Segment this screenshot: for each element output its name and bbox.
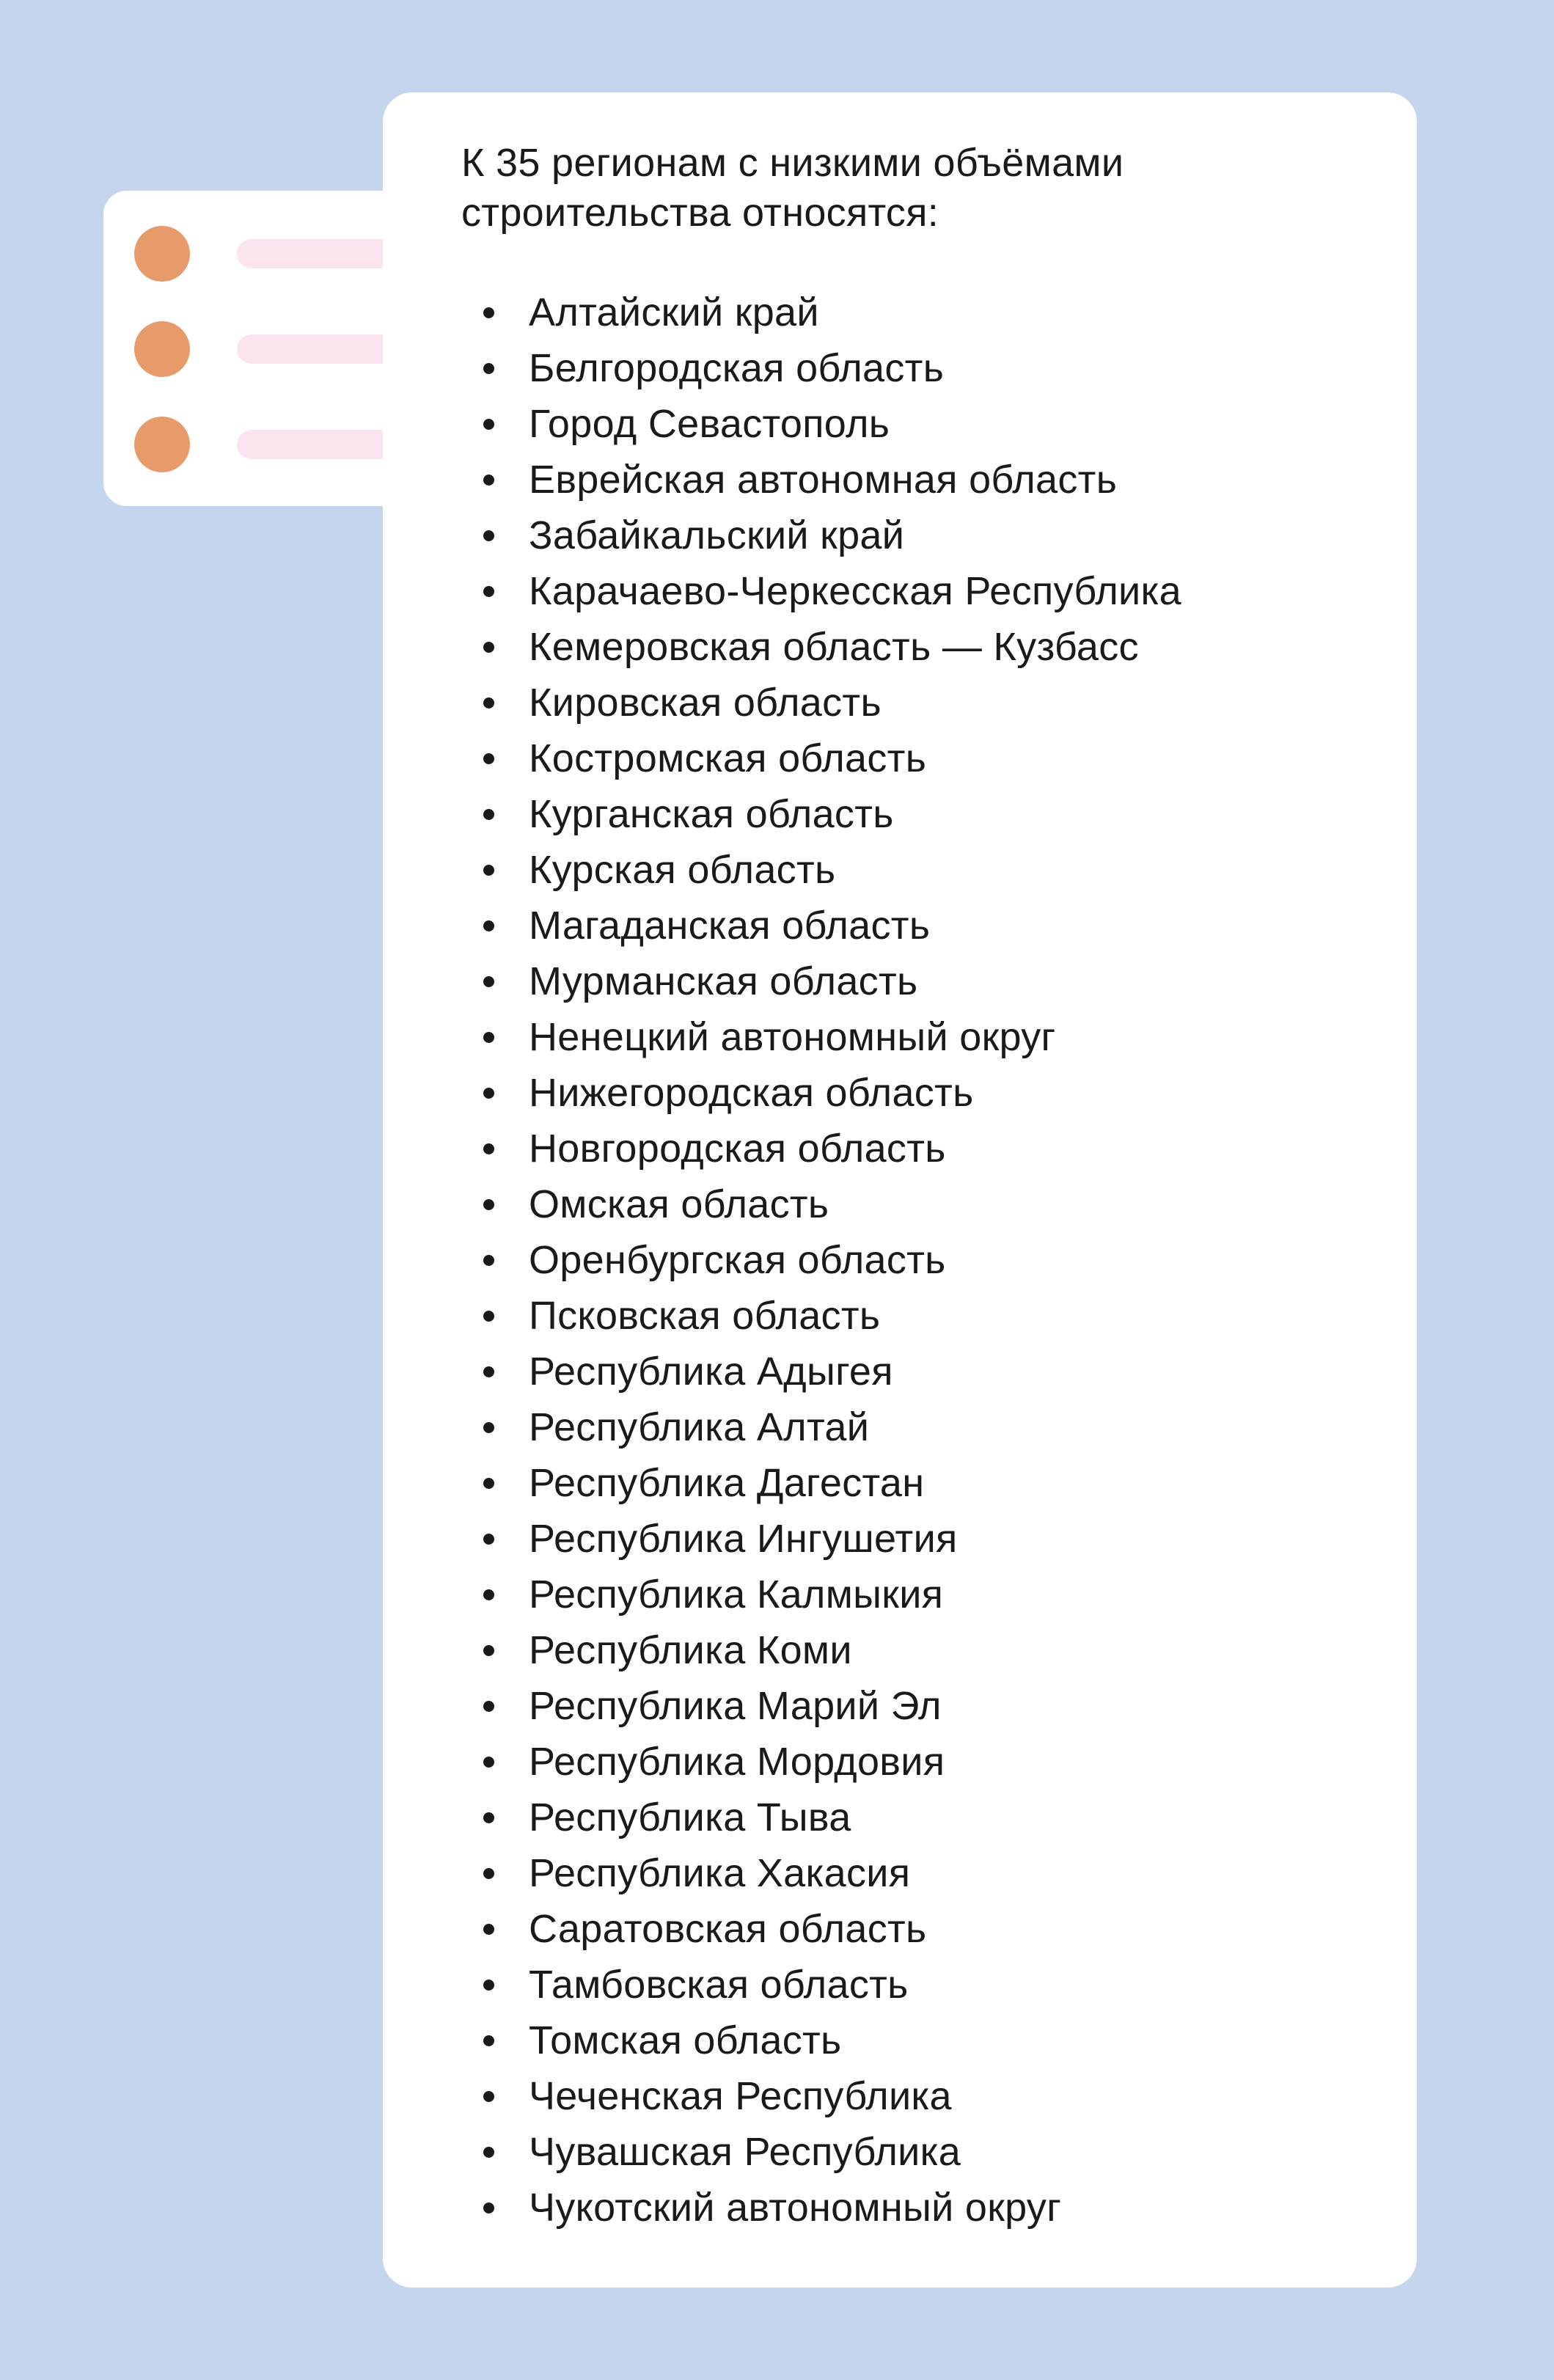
list-item (461, 786, 1181, 842)
list-item (461, 898, 1181, 953)
list-item (461, 1790, 1181, 1845)
bullet-icon (483, 2091, 494, 2102)
intro-text: К 35 регионам с низкими объёмами строительства относятся: (461, 141, 1124, 235)
list-icon-dot (134, 321, 190, 377)
list-item (461, 396, 1181, 452)
region-name: Еврейская автономная область (529, 458, 1118, 502)
region-name: Курская область (529, 848, 836, 892)
region-name: Мурманская область (529, 959, 918, 1003)
region-name: Тамбовская область (529, 1963, 909, 2007)
region-name: Ненецкий автономный округ (529, 1015, 1056, 1059)
list-item (461, 1567, 1181, 1622)
list-item (461, 842, 1181, 898)
region-name: Карачаево-Черкесская Республика (529, 569, 1181, 613)
bullet-icon (483, 1701, 494, 1712)
list-icon-dot (134, 417, 190, 472)
bullet-icon (483, 753, 494, 764)
region-name: Республика Дагестан (529, 1461, 925, 1505)
list-item (461, 2013, 1181, 2068)
bullet-icon (483, 1088, 494, 1099)
bullet-icon (483, 1645, 494, 1656)
bullet-icon (483, 586, 494, 597)
region-name: Республика Мордовия (529, 1740, 945, 1784)
list-item (461, 1455, 1181, 1511)
list-item (461, 1176, 1181, 1232)
bullet-icon (483, 307, 494, 318)
bullet-icon (483, 1534, 494, 1545)
region-name: Республика Адыгея (529, 1350, 893, 1394)
list-icon-row (134, 321, 398, 377)
list-icon-row (134, 417, 398, 472)
bullet-icon (483, 1757, 494, 1768)
bullet-icon (483, 920, 494, 931)
list-item (461, 675, 1181, 731)
bullet-icon (483, 1199, 494, 1210)
list-item (461, 731, 1181, 786)
list-item (461, 1845, 1181, 1901)
region-name: Псковская область (529, 1294, 881, 1338)
region-name: Новгородская область (529, 1127, 946, 1171)
list-item (461, 1901, 1181, 1957)
region-name: Забайкальский край (529, 513, 905, 557)
list-item (461, 953, 1181, 1009)
list-icon-dot (134, 226, 190, 282)
region-name: Республика Калмыкия (529, 1572, 944, 1616)
list-item (461, 563, 1181, 619)
region-name: Омская область (529, 1182, 829, 1226)
list-item (461, 1734, 1181, 1790)
bullet-icon (483, 1366, 494, 1377)
bullet-icon (483, 809, 494, 820)
bullet-icon (483, 1422, 494, 1433)
list-item (461, 619, 1181, 675)
list-icon-row (134, 226, 398, 282)
bullet-icon (483, 2203, 494, 2214)
region-name: Белгородская область (529, 346, 945, 390)
region-name: Чеченская Республика (529, 2074, 952, 2118)
list-item (461, 452, 1181, 508)
region-name: Томская область (529, 2018, 842, 2062)
list-item (461, 1622, 1181, 1678)
bullet-icon (483, 1589, 494, 1600)
bullet-icon (483, 976, 494, 987)
bullet-icon (483, 1924, 494, 1935)
list-icon (103, 191, 419, 506)
bullet-icon (483, 1868, 494, 1879)
bullet-icon (483, 1980, 494, 1991)
list-item (461, 2068, 1181, 2124)
region-name: Город Севастополь (529, 402, 890, 446)
region-name: Чукотский автономный округ (529, 2186, 1062, 2230)
list-item (461, 1065, 1181, 1121)
region-name: Костромская область (529, 736, 927, 780)
region-name: Кемеровская область — Кузбасс (529, 625, 1139, 669)
list-item (461, 1344, 1181, 1399)
region-name: Чувашская Республика (529, 2130, 961, 2174)
list-item (461, 285, 1181, 340)
bullet-icon (483, 475, 494, 486)
region-name: Оренбургская область (529, 1238, 946, 1282)
list-item (461, 508, 1181, 563)
region-name: Нижегородская область (529, 1071, 974, 1115)
bullet-icon (483, 697, 494, 708)
bullet-icon (483, 419, 494, 430)
bullet-icon (483, 1812, 494, 1823)
region-name: Кировская область (529, 681, 882, 725)
bullet-icon (483, 1478, 494, 1489)
region-name: Республика Алтай (529, 1405, 870, 1449)
bullet-icon (483, 865, 494, 876)
list-item (461, 1957, 1181, 2013)
bullet-icon (483, 1311, 494, 1322)
content-card (383, 92, 1417, 2288)
region-name: Курганская область (529, 792, 894, 836)
region-name: Алтайский край (529, 290, 819, 334)
bullet-icon (483, 2147, 494, 2158)
region-name: Магаданская область (529, 904, 931, 948)
region-name: Саратовская область (529, 1907, 927, 1951)
bullet-icon (483, 363, 494, 374)
list-item (461, 1288, 1181, 1344)
list-item (461, 2124, 1181, 2180)
list-item (461, 1121, 1181, 1176)
region-name: Республика Тыва (529, 1795, 851, 1839)
bullet-icon (483, 642, 494, 653)
bullet-icon (483, 1255, 494, 1266)
region-list (461, 285, 1181, 2236)
region-name: Республика Марий Эл (529, 1684, 942, 1728)
region-name: Республика Хакасия (529, 1851, 911, 1895)
bullet-icon (483, 1143, 494, 1154)
bullet-icon (483, 1032, 494, 1043)
list-item (461, 1399, 1181, 1455)
region-name: Республика Ингушетия (529, 1517, 958, 1561)
list-item (461, 1232, 1181, 1288)
list-item (461, 1009, 1181, 1065)
list-item (461, 1678, 1181, 1734)
bullet-icon (483, 2035, 494, 2046)
list-item (461, 1511, 1181, 1567)
region-name: Республика Коми (529, 1628, 852, 1672)
list-item (461, 2180, 1181, 2236)
bullet-icon (483, 530, 494, 541)
list-item (461, 340, 1181, 396)
